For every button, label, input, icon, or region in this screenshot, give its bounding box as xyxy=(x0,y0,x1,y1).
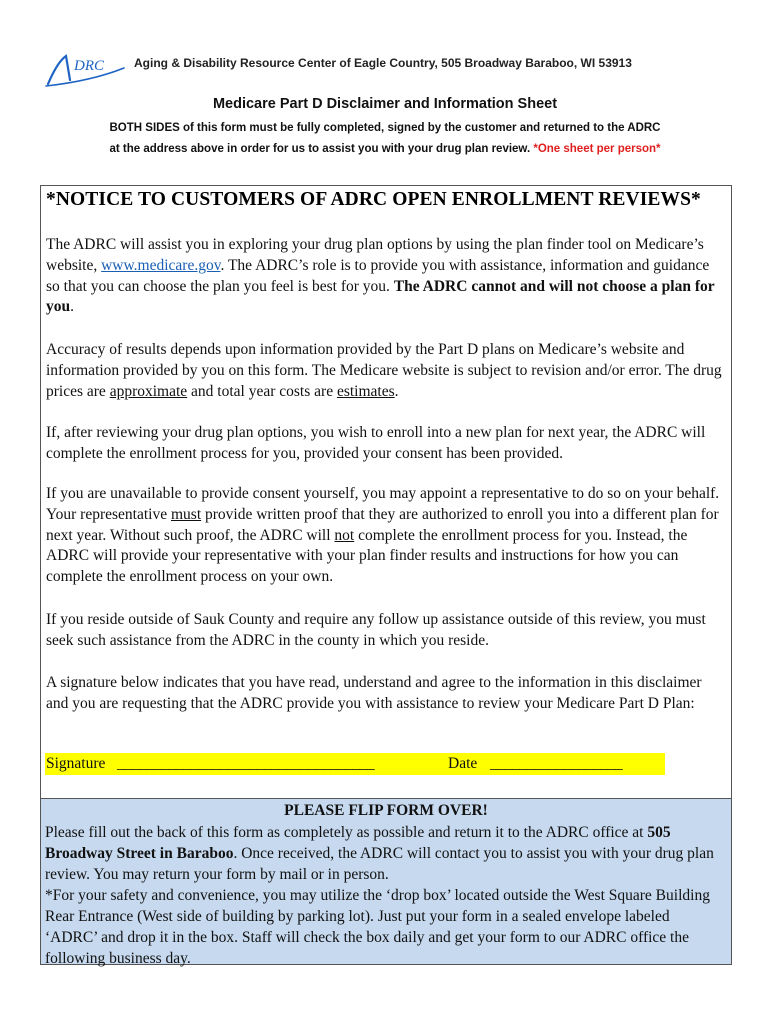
p1-text-a: The ADRC will assist you in exploring your drug plan options by using the plan finder tool on Medicare’s website, xyxy=(46,236,704,274)
p2-approximate: approximate xyxy=(109,382,188,400)
paragraph-accuracy xyxy=(46,340,722,402)
signature-field[interactable]: ___________________________________ xyxy=(117,755,375,772)
notice-heading: *NOTICE TO CUSTOMERS OF ADRC OPEN ENROLLMENT REVIEWS* xyxy=(46,189,701,210)
one-sheet-note: *One sheet per person* xyxy=(533,143,661,155)
instructions-text: at the address above in order for us to assist you with your drug plan review. xyxy=(109,143,534,155)
paragraph-representative xyxy=(46,484,722,588)
p4-not: not xyxy=(334,526,355,544)
p2-text-b: and total year costs are xyxy=(187,382,337,400)
medicare-link[interactable]: www.medicare.gov xyxy=(101,256,221,274)
svg-text:DRC: DRC xyxy=(74,58,104,74)
p4-text-a: If you are unavailable to provide consent yourself, you may appoint a representative to do so on your behalf. Your representative xyxy=(46,485,720,523)
paragraph-outside-county: If you reside outside of Sauk County and require any follow up assistance outside of this review, you must seek such assistance from the ADRC in the county in which you reside. xyxy=(46,611,706,649)
date-label: Date xyxy=(448,755,478,772)
letterhead xyxy=(44,50,734,90)
paragraph-plan-finder xyxy=(46,235,722,318)
p4-must: must xyxy=(170,505,202,523)
p1-text-b: . The ADRC’s role is to provide you with assistance, information and guidance so that you can choose the plan you feel is best for you. xyxy=(46,256,710,295)
date-field[interactable]: __________________ xyxy=(490,755,623,772)
adrc-logo xyxy=(44,50,134,90)
paragraph-signature-agreement: A signature below indicates that you have read, understand and agree to the information in this disclaimer and you are requesting that the ADRC provide you with assistance to review your Medicare Part D Plan: xyxy=(46,674,702,712)
instructions-line-2 xyxy=(30,143,740,155)
p1-bold: The ADRC cannot and will not choose a plan for you xyxy=(46,277,715,316)
paragraph-enrollment: If, after reviewing your drug plan options, you wish to enroll into a new plan for next year, the ADRC will complete the enrollment process for you, provided your consent has been provided. xyxy=(46,424,706,462)
p4-text-c: complete the enrollment process for you. Instead, the ADRC will provide your representative with your plan finder results and instructions for how you can complete the enrollment process on your own. xyxy=(46,526,688,586)
signature-label: Signature xyxy=(46,755,106,772)
flip-text-b: . Once received, the ADRC will contact you to assist you with your drug plan review. You may return your form by mail or in person. xyxy=(45,845,714,883)
p2-text-a: Accuracy of results depends upon information provided by the Part D plans on Medicare’s website and information provided by you on this form. The Medicare website is subject to revision and/or error. The drug prices are xyxy=(46,341,722,400)
p2-estimates: estimates xyxy=(336,382,395,400)
signature-row xyxy=(45,753,665,775)
organization-address: Aging & Disability Resource Center of Eagle Country, 505 Broadway Baraboo, WI 53913 xyxy=(134,56,632,70)
page-title: Medicare Part D Disclaimer and Information Sheet xyxy=(212,96,558,112)
flip-instructions xyxy=(45,822,725,969)
flip-text-a: Please fill out the back of this form as completely as possible and return it to the ADRC office at xyxy=(45,824,648,841)
flip-drop-box-text: *For your safety and convenience, you may utilize the ‘drop box’ located outside the West Square Building Rear Entrance (West side of building by parking lot). Just put your form in a sealed envelope labeled ‘ADRC’ and drop it in the box. Staff will check the box daily and get your form to our ADRC office the following business day. xyxy=(45,887,710,967)
p2-text-c: . xyxy=(394,382,399,400)
p1-text-c: . xyxy=(70,298,74,316)
notice-box xyxy=(40,185,732,965)
flip-form-section xyxy=(41,798,731,967)
flip-heading: PLEASE FLIP FORM OVER! xyxy=(284,802,488,819)
flip-address: 505 Broadway Street in Baraboo xyxy=(45,824,671,862)
instructions-line-1: BOTH SIDES of this form must be fully completed, signed by the customer and returned to the ADRC xyxy=(109,122,661,134)
p4-text-b: provide written proof that they are authorized to enroll you into a different plan for next year. Without such proof, the ADRC will xyxy=(46,505,719,544)
